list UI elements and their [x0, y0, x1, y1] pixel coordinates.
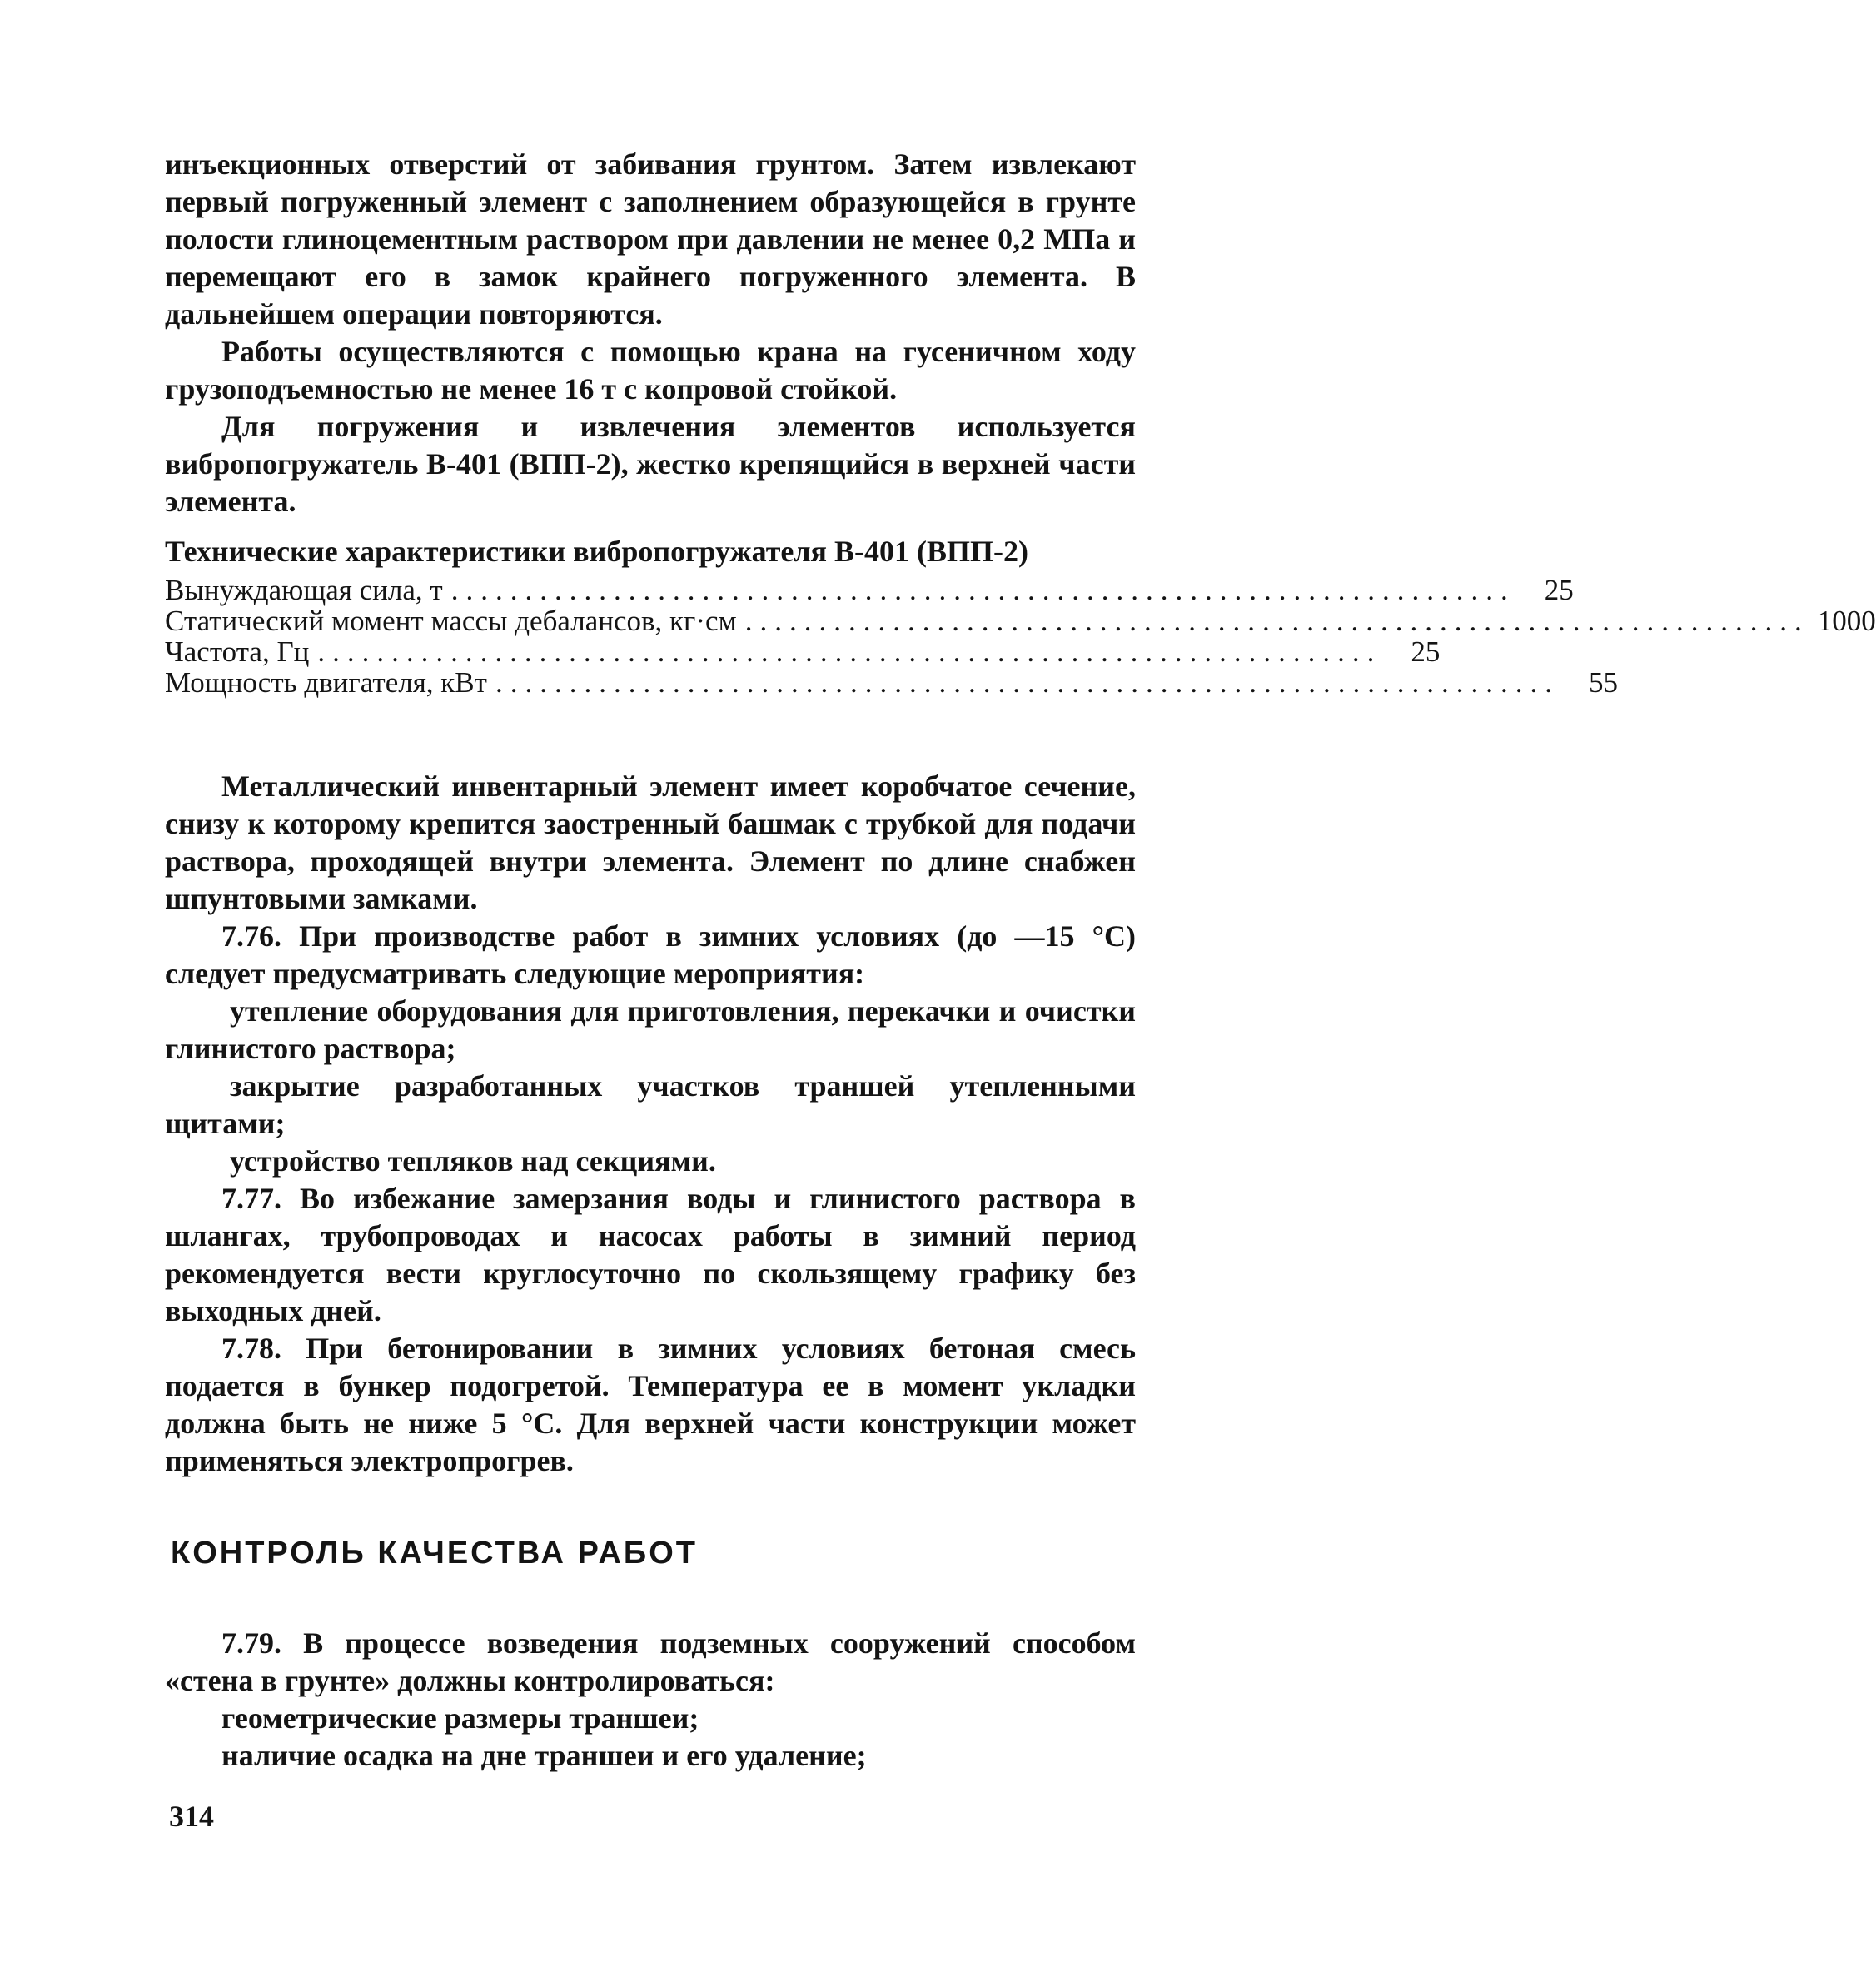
page-number: 314 — [169, 1800, 214, 1833]
spec-value: 1000 — [1817, 605, 1876, 637]
spec-row — [165, 605, 1876, 637]
dot-leader: ........................................................................ — [744, 605, 1809, 637]
list-item: устройство тепляков над секциями. — [230, 1144, 716, 1178]
dot-leader: ........................................................................ — [495, 666, 1560, 699]
dot-leader: ........................................................................ — [317, 635, 1382, 668]
text-block-middle — [165, 768, 1136, 1480]
section-heading: КОНТРОЛЬ КАЧЕСТВА РАБОТ — [171, 1536, 698, 1571]
paragraph-vibrodriver: Для погружения и извлечения элементов используется вибропогружатель В-401 (ВПП-2), жестко крепящийся в верхней части элемента. — [165, 410, 1136, 518]
dot-leader: ........................................................................ — [450, 574, 1515, 606]
list-item: геометрические размеры траншеи; — [221, 1701, 699, 1735]
paragraph-7-77: 7.77. Во избежание замерзания воды и глинистого раствора в шлангах, трубопроводах и насосах работы в зимний период рекомендуется вести круглосуточно по скользящему графику без выходных дней. — [165, 1182, 1136, 1327]
spec-label: Вынуждающая сила, т — [165, 574, 443, 606]
paragraph-7-76: 7.76. При производстве работ в зимних условиях (до —15 °С) следует предусматривать следующие мероприятия: — [165, 919, 1136, 990]
spec-label: Частота, Гц — [165, 635, 310, 668]
text-block-bottom — [165, 1625, 1136, 1775]
spec-value: 25 — [1411, 635, 1441, 668]
spec-row — [165, 635, 1441, 668]
spec-label: Статический момент массы дебалансов, кг·см — [165, 605, 737, 637]
paragraph-7-79: 7.79. В процессе возведения подземных сооружений способом «стена в грунте» должны контролироваться: — [165, 1626, 1136, 1697]
paragraph-7-78: 7.78. При бетонировании в зимних условиях бетоная смесь подается в бункер подогретой. Температура ее в момент укладки должна быть не ниже 5 °С. Для верхней части конструкции может применяться электропрогрев. — [165, 1332, 1136, 1477]
specs-title: Технические характеристики вибропогружателя В-401 (ВПП-2) — [165, 535, 1029, 568]
paragraph-element: Металлический инвентарный элемент имеет коробчатое сечение, снизу к которому крепится заостренный башмак с трубкой для подачи раствора, проходящей внутри элемента. Элемент по длине снабжен шпунтовыми замками. — [165, 769, 1136, 915]
spec-value: 25 — [1544, 574, 1574, 606]
spec-row — [165, 574, 1574, 606]
list-item: закрытие разработанных участков траншей утепленными щитами; — [165, 1069, 1136, 1140]
spec-label: Мощность двигателя, кВт — [165, 666, 487, 699]
paragraph-continuation: инъекционных отверстий от забивания грунтом. Затем извлекают первый погруженный элемент с заполнением образующейся в грунте полости глиноцементным раствором при давлении не менее 0,2 МПа и перемещают его в замок крайнего погруженного элемента. В дальнейшем операции повторяются. — [165, 147, 1136, 331]
list-item: наличие осадка на дне траншеи и его удаление; — [221, 1739, 867, 1772]
spec-value: 55 — [1588, 666, 1618, 699]
specs-table — [165, 574, 1876, 699]
paragraph-crane: Работы осуществляются с помощью крана на гусеничном ходу грузоподъемностью не менее 16 т с копровой стойкой. — [165, 335, 1136, 406]
spec-row — [165, 666, 1618, 699]
list-item: утепление оборудования для приготовления, перекачки и очистки глинистого раствора; — [165, 994, 1136, 1065]
text-block-top — [165, 146, 1136, 520]
